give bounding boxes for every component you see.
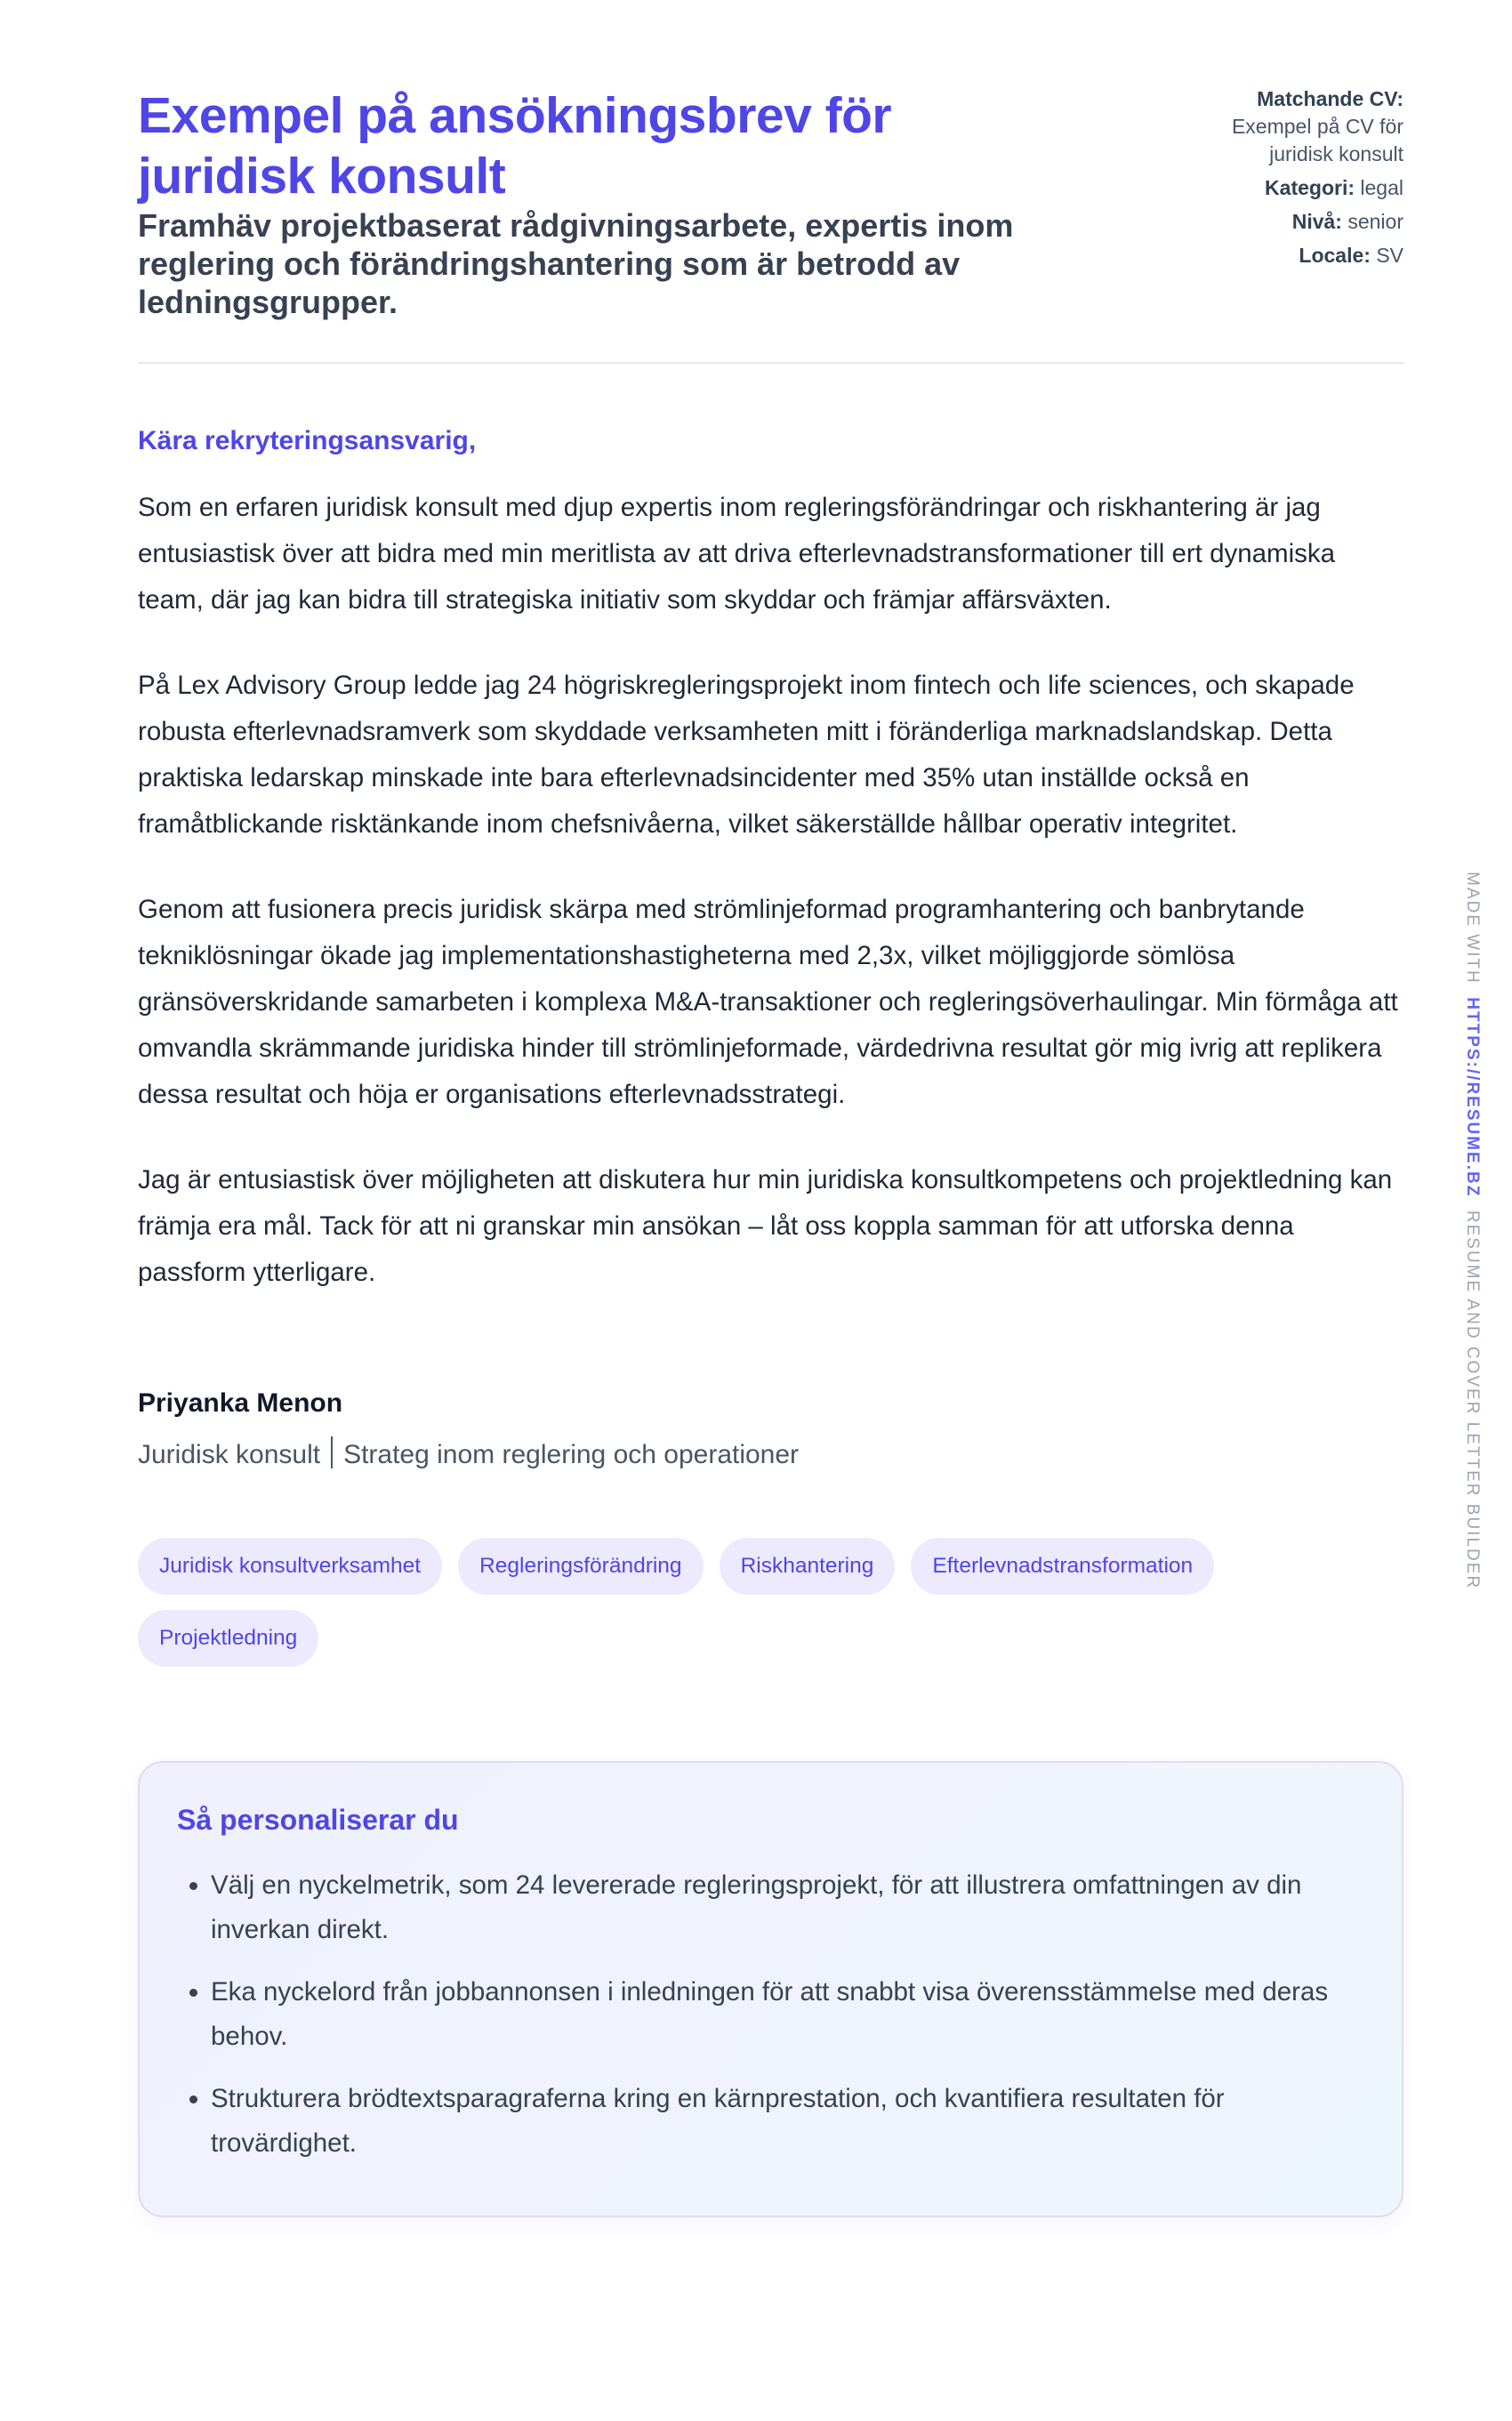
letter-body [138,485,1403,1296]
meta-category-value: legal [1360,176,1403,199]
tips-list [177,1863,1364,2166]
meta-category-label: Kategori: [1265,176,1355,199]
watermark-suffix: RESUME AND COVER LETTER BUILDER [1463,1210,1482,1590]
skill-tag: Juridisk konsultverksamhet [138,1538,442,1595]
letter-paragraph: På Lex Advisory Group ledde jag 24 högriskregleringsprojekt inom fintech och life sciences, och skapade robusta efterlevnadsramverk som skyddade verksamheten mitt i föränderliga marknadslandskap. Detta praktiska ledarskap minskade inte bara efterlevnadsincidenter med 35% utan inställde också en framåtblickande risktänkande inom chefsnivåerna, vilket säkerställde hållbar operativ integritet. [138,671,1355,839]
personalization-tips [138,1761,1403,2217]
page-subtitle: Framhäv projektbaserat rådgivningsarbete, expertis inom reglering och förändringshantering som är betrodd av ledningsgrupper. [138,207,1014,320]
tips-heading: Så personaliserar du [177,1804,459,1836]
skill-tag: Projektledning [138,1610,318,1667]
tip-item: • Välj en nyckelmetrik, som 24 levererade regleringsprojekt, för att illustrera omfattningen av din inverkan direkt. [211,1863,1364,1952]
tip-item: • Strukturera brödtextsparagraferna kring en kärnprestation, och kvantifiera resultaten för trovärdighet. [211,2077,1364,2166]
signature-title [138,1436,1403,1470]
header [138,85,1403,321]
signature-title-secondary: Strateg inom reglering och operationer [343,1440,800,1469]
meta-cv-value: Exempel på CV för juridisk konsult [1231,115,1403,165]
page-title: Exempel på ansökningsbrev för juridisk konsult [138,87,892,205]
title-block [138,85,1072,321]
meta-locale-label: Locale: [1299,244,1371,267]
skill-tags [138,1538,1383,1667]
meta-cv-label: Matchande CV: [1257,87,1403,110]
header-divider [138,362,1403,364]
title-separator [331,1436,333,1468]
meta-panel [1172,85,1403,276]
skill-tag: Efterlevnadstransformation [911,1538,1214,1595]
meta-level-label: Nivå: [1291,210,1342,233]
meta-category [1172,174,1403,202]
meta-level [1172,208,1403,236]
signature-name: Priyanka Menon [138,1388,343,1418]
watermark-link[interactable]: HTTPS://RESUME.BZ [1463,997,1482,1198]
cover-letter-page [138,85,1403,2217]
meta-matching-cv [1172,85,1403,168]
skill-tag: Riskhantering [720,1538,896,1595]
meta-level-value: senior [1347,210,1403,233]
meta-locale [1172,242,1403,269]
letter-paragraph: Genom att fusionera precis juridisk skärpa med strömlinjeformad programhantering och banbrytande tekniklösningar ökade jag implementationshastigheterna med 2,3x, vilket möjliggjorde sömlösa gränsöverskridande samarbeten i komplexa M&A-transaktioner och regleringsöverhaulingar. Min förmåga att omvandla skrämmande juridiska hinder till strömlinjeformade, värdedrivna resultat gör mig ivrig att replikera dessa resultat och höja er organisations efterlevnadsstrategi. [138,895,1398,1109]
letter-greeting: Kära rekryteringsansvarig, [138,426,477,455]
signature-title-primary: Juridisk konsult [138,1440,321,1469]
letter-paragraph: Som en erfaren juridisk konsult med djup expertis inom regleringsförändringar och riskhantering är jag entusiastisk över att bidra med min meritlista av att driva efterlevnadstransformationer till ert dynamiska team, där jag kan bidra till strategiska initiativ som skyddar och främjar affärsväxten. [138,493,1336,615]
watermark-prefix: MADE WITH [1463,872,1482,985]
letter-paragraph: Jag är entusiastisk över möjligheten att diskutera hur min juridiska konsultkompetens och projektledning kan främja era mål. Tack för att ni granskar min ansökan – låt oss koppla samman för att utforska denna passform ytterligare. [138,1165,1393,1287]
watermark [1462,872,1482,1589]
meta-locale-value: SV [1376,244,1403,267]
skill-tag: Regleringsförändring [458,1538,703,1595]
tip-item: • Eka nyckelord från jobbannonsen i inledningen för att snabbt visa överensstämmelse med deras behov. [211,1970,1364,2059]
